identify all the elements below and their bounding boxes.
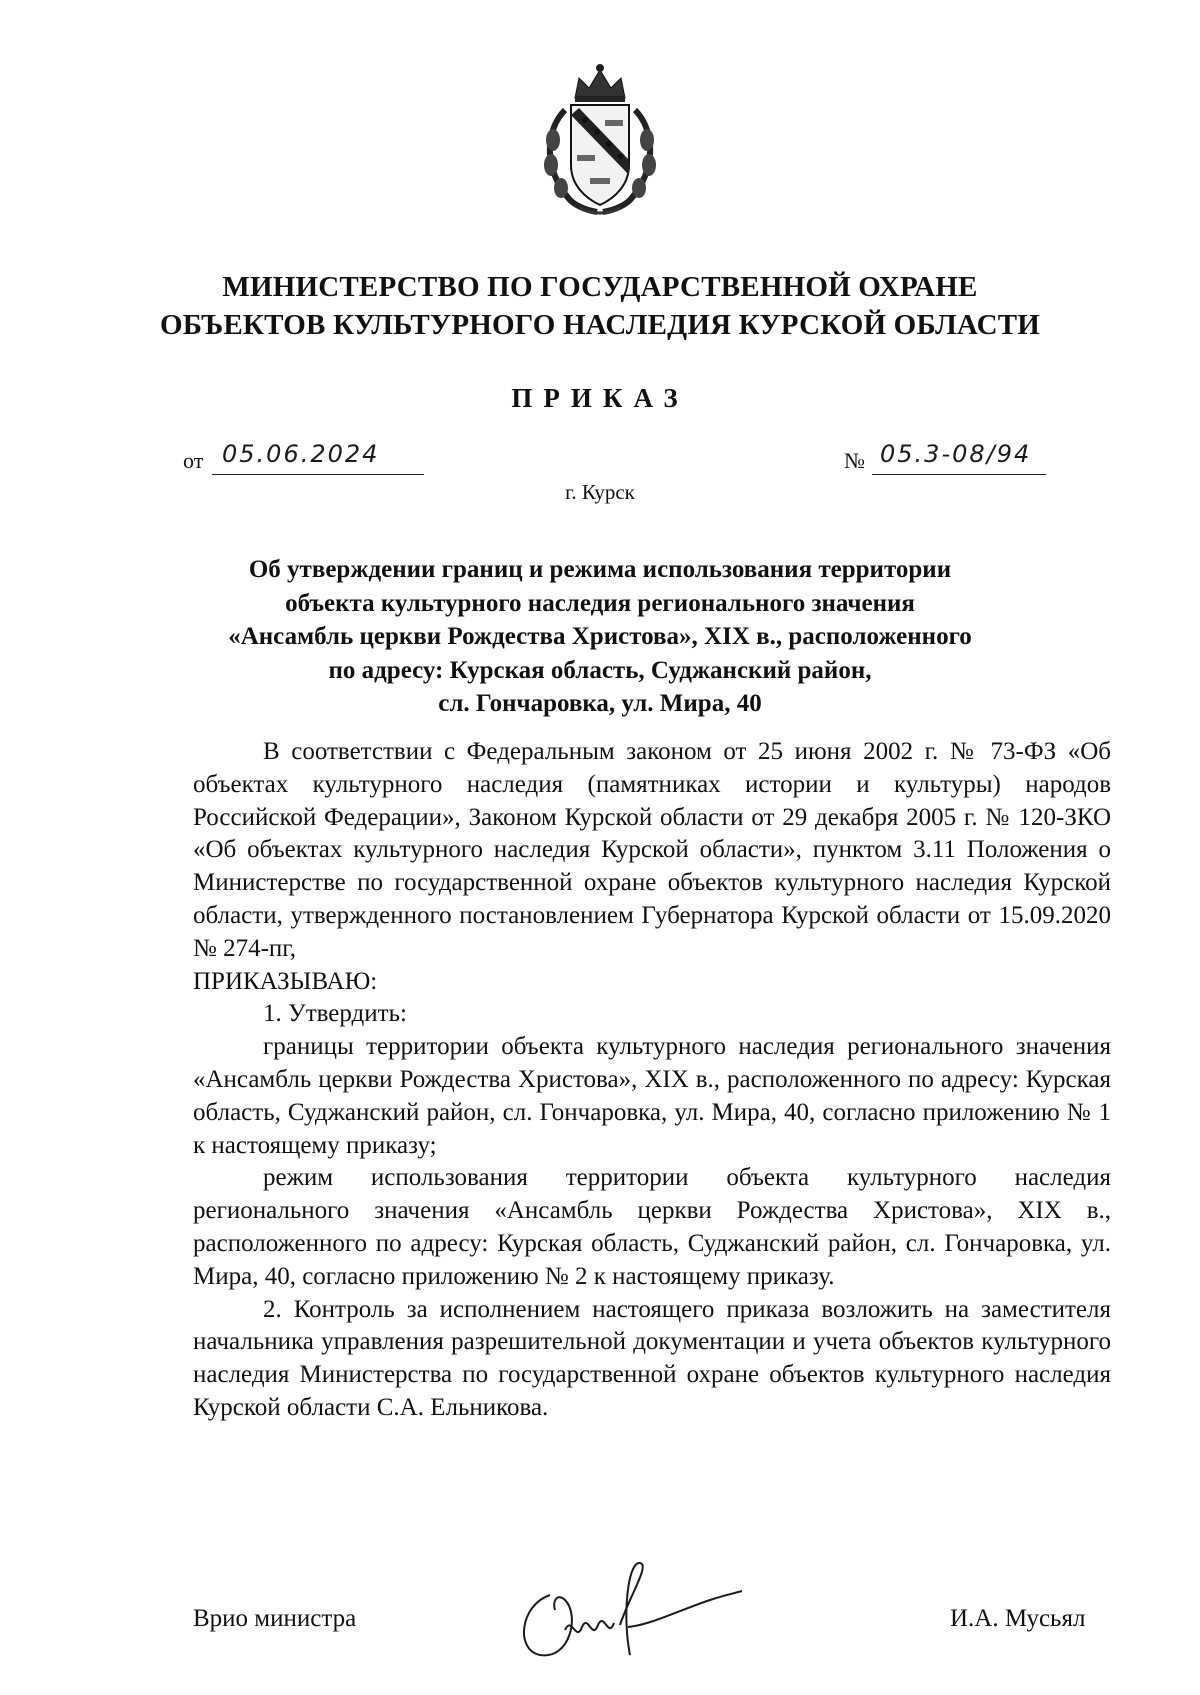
subject-line: объекта культурного наследия регионального значения	[285, 589, 915, 617]
ministry-title-line-2: ОБЪЕКТОВ КУЛЬТУРНОГО НАСЛЕДИЯ КУРСКОЙ ОБЛАСТИ	[159, 309, 1041, 341]
item-1-boundaries: границы территории объекта культурного наследия регионального значения «Ансамбль церкви Рождества Христова», XIX в., расположенного по адресу: Курская область, Суджанский район, сл. Гончаровка, ул. Мира, 40, согласно приложению № 1 к настоящему приказу;	[193, 1033, 1111, 1159]
item-1-title: 1. Утвердить:	[263, 1000, 407, 1028]
item-2-control: 2. Контроль за исполнением настоящего приказа возложить на заместителя начальника управления разрешительной документации и учета объектов культурного наследия Министерства по государственной охране объектов культурного наследия Курской области С.А. Ельникова.	[193, 1295, 1111, 1421]
order-word: ПРИКАЗЫВАЮ:	[193, 967, 378, 995]
number-underline	[872, 474, 1046, 475]
kursk-coat-of-arms-icon	[535, 60, 665, 220]
document-body	[193, 736, 1111, 1425]
city-label: г. Курск	[565, 480, 635, 504]
ministry-title	[150, 268, 1050, 344]
handwritten-signature	[510, 1555, 760, 1675]
document-subject	[150, 553, 1050, 721]
signatory-name: И.А. Мусьял	[950, 1605, 1086, 1632]
preamble-paragraph: В соответствии с Федеральным законом от 25 июня 2002 г. № 73-ФЗ «Об объектах культурного наследия (памятниках истории и культуры) народов Российской Федерации», Законом Курской области от 29 декабря 2005 г. № 120-ЗКО «Об объектах культурного наследия Курской области», пунктом 3.11 Положения о Министерстве по государственной охране объектов культурного наследия Курской области, утвержденного постановлением Губернатора Курской области от 15.09.2020 № 274-пг,	[193, 738, 1111, 962]
signatory-role: Врио министра	[193, 1605, 357, 1632]
subject-line: Об утверждении границ и режима использования территории	[248, 556, 952, 583]
date-value: 05.06.2024	[222, 440, 380, 468]
subject-line: по адресу: Курская область, Суджанский район,	[328, 656, 872, 684]
ministry-title-line-1: МИНИСТЕРСТВО ПО ГОСУДАРСТВЕННОЙ ОХРАНЕ	[222, 271, 978, 303]
document-type: ПРИКАЗ	[511, 383, 689, 413]
date-underline	[212, 474, 424, 475]
date-label: от	[183, 448, 204, 473]
number-label: №	[844, 448, 865, 473]
item-1-regime: режим использования территории объекта культурного наследия регионального значения «Ансамбль церкви Рождества Христова», XIX в., расположенного по адресу: Курская область, Суджанский район, сл. Гончаровка, ул. Мира, 40, согласно приложению № 2 к настоящему приказу.	[193, 1164, 1111, 1290]
number-value: 05.3-08/94	[880, 440, 1032, 468]
subject-line: «Ансамбль церкви Рождества Христова», XIX в., расположенного	[228, 623, 972, 650]
subject-line: сл. Гончаровка, ул. Мира, 40	[438, 690, 762, 717]
